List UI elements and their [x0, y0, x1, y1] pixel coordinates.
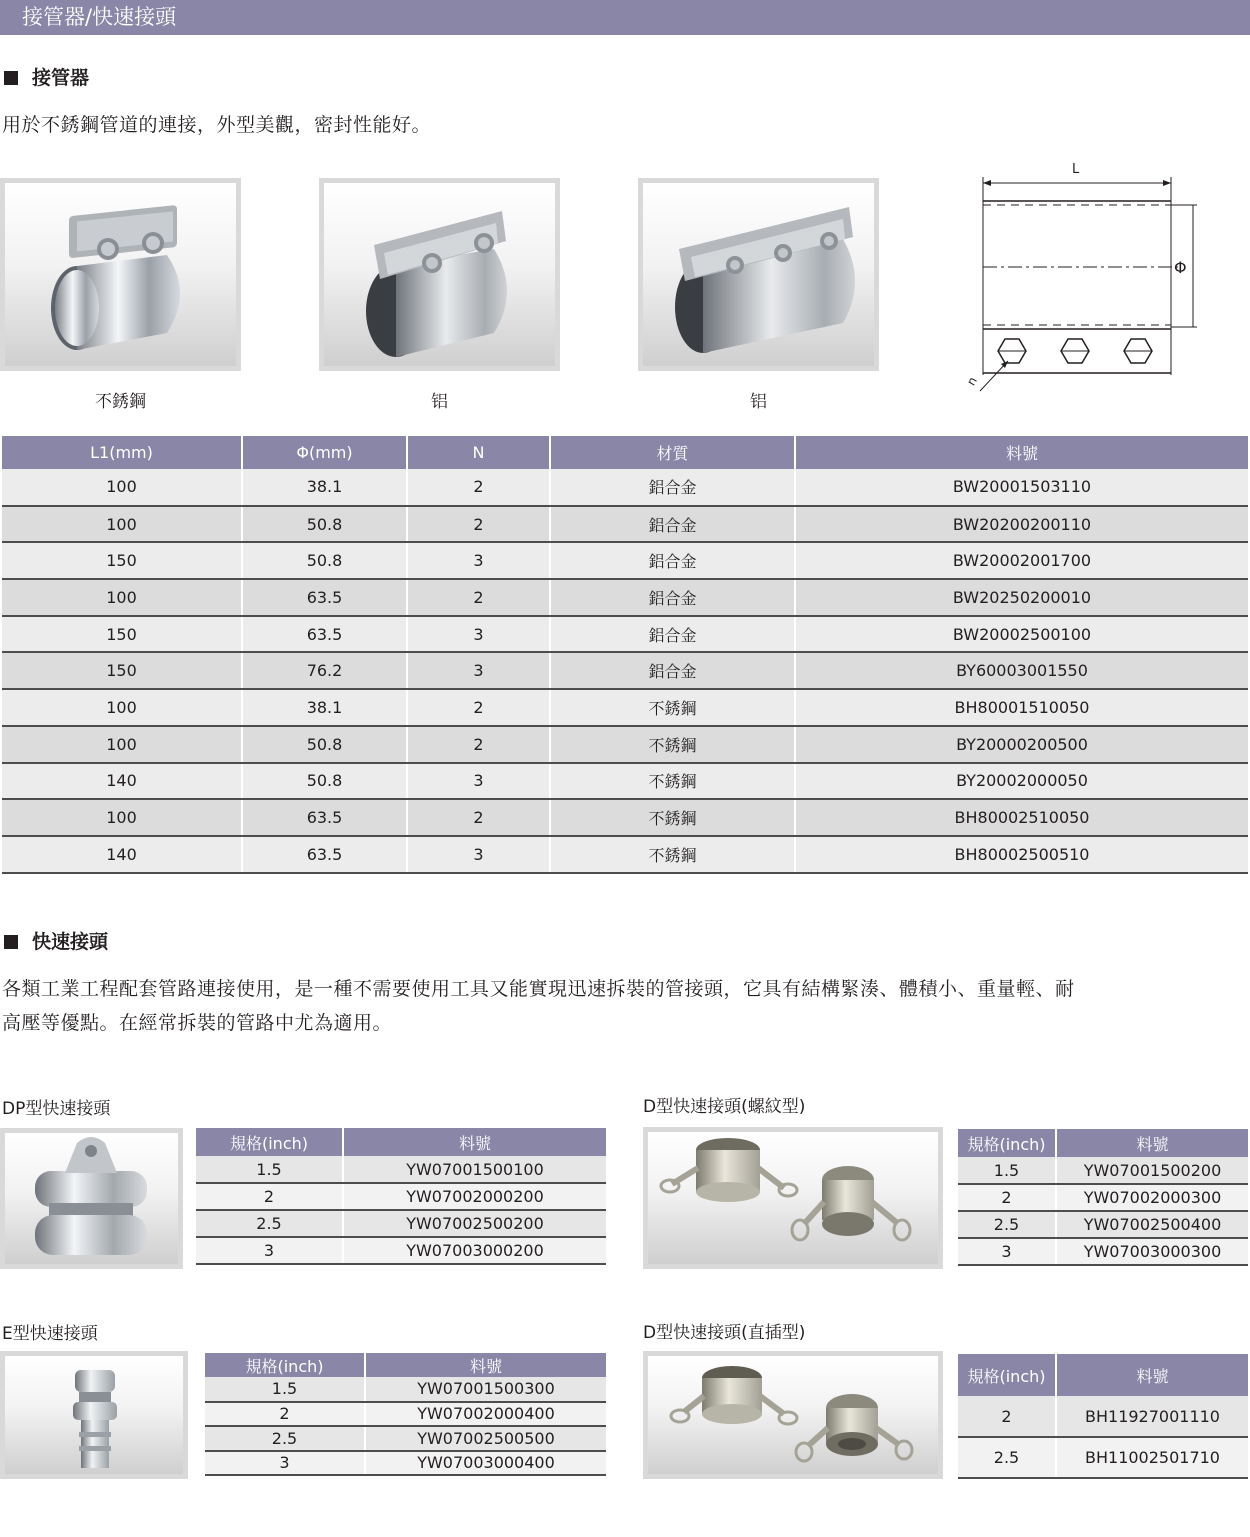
table-cell: 2 — [196, 1183, 343, 1210]
table-cell: 2 — [407, 726, 550, 763]
d-thread-title: D型快速接頭(螺紋型) — [643, 1097, 806, 1117]
quick-section-title — [4, 930, 108, 954]
table-cell: 2.5 — [958, 1437, 1056, 1478]
d-thread-coupling-photo — [643, 1127, 943, 1269]
table-cell: 2 — [958, 1184, 1056, 1211]
table-row — [2, 616, 1248, 653]
table-row — [958, 1184, 1248, 1211]
table-row — [958, 1238, 1248, 1265]
table-row — [2, 763, 1248, 800]
dp-coupling-illustration — [5, 1133, 178, 1264]
table-cell: 鋁合金 — [550, 506, 795, 543]
coupler-dimension-diagram — [960, 155, 1200, 395]
table-cell: BH80001510050 — [795, 689, 1248, 726]
table-cell: 鋁合金 — [550, 469, 795, 506]
header-diameter: Φ(mm) — [242, 436, 407, 469]
dp-spec-table — [196, 1128, 606, 1265]
table-cell: YW07003000400 — [365, 1451, 606, 1476]
table-cell: 不銹鋼 — [550, 763, 795, 800]
table-cell: BW20250200010 — [795, 579, 1248, 616]
table-cell: YW07002000300 — [1056, 1184, 1248, 1211]
dp-coupling-photo — [0, 1128, 183, 1269]
table-cell: 3 — [407, 763, 550, 800]
page-banner: 接管器/快速接頭 — [0, 0, 1250, 35]
n-label: n — [963, 374, 980, 388]
table-row — [196, 1183, 606, 1210]
table-cell: 100 — [2, 469, 242, 506]
table-cell: BW20200200110 — [795, 506, 1248, 543]
table-cell: YW07002500500 — [365, 1426, 606, 1451]
coupler-description: 用於不銹鋼管道的連接，外型美觀，密封性能好。 — [2, 114, 432, 136]
dp-header-part-number: 料號 — [343, 1128, 606, 1156]
d-plug-header-part-number: 料號 — [1056, 1354, 1248, 1396]
table-cell: 1.5 — [205, 1377, 365, 1402]
table-cell: 100 — [2, 726, 242, 763]
quick-description-line-2: 高壓等優點。在經常拆裝的管路中尤為適用。 — [2, 1012, 393, 1034]
table-cell: 不銹鋼 — [550, 689, 795, 726]
table-cell: YW07001500100 — [343, 1156, 606, 1183]
table-cell: 2.5 — [958, 1211, 1056, 1238]
table-cell: 3 — [407, 616, 550, 653]
table-cell: 2 — [407, 689, 550, 726]
table-cell: 3 — [205, 1451, 365, 1476]
table-row — [2, 542, 1248, 579]
header-part-number: 料號 — [795, 436, 1248, 469]
table-cell: 2 — [407, 469, 550, 506]
stainless-coupler-illustration — [5, 183, 236, 366]
d-thread-coupling-illustration — [648, 1132, 938, 1264]
table-cell: 不銹鋼 — [550, 836, 795, 873]
photo-caption-stainless: 不銹鋼 — [95, 392, 146, 412]
table-cell: YW07002500200 — [343, 1210, 606, 1237]
quick-description — [2, 972, 1248, 1040]
table-row — [205, 1451, 606, 1476]
table-cell: BY60003001550 — [795, 652, 1248, 689]
coupler-drawing — [960, 155, 1200, 395]
table-cell: YW07001500200 — [1056, 1157, 1248, 1184]
table-cell: 2.5 — [196, 1210, 343, 1237]
table-row — [196, 1210, 606, 1237]
table-cell: 3 — [407, 542, 550, 579]
e-title: E型快速接頭 — [2, 1324, 98, 1344]
d-plug-header-size: 規格(inch) — [958, 1354, 1056, 1396]
table-cell: 50.8 — [242, 542, 407, 579]
table-row — [196, 1156, 606, 1183]
e-header-part-number: 料號 — [365, 1353, 606, 1377]
table-cell: 1.5 — [958, 1157, 1056, 1184]
table-header-row — [2, 436, 1248, 469]
table-cell: 2 — [407, 799, 550, 836]
table-row — [2, 836, 1248, 873]
header-l1: L1(mm) — [2, 436, 242, 469]
table-cell: 63.5 — [242, 616, 407, 653]
table-row — [958, 1157, 1248, 1184]
table-row — [958, 1396, 1248, 1437]
table-cell: BH11002501710 — [1056, 1437, 1248, 1478]
table-cell: 140 — [2, 763, 242, 800]
table-row — [2, 469, 1248, 506]
d-thread-spec-table — [958, 1129, 1248, 1266]
table-cell: 150 — [2, 542, 242, 579]
table-row — [205, 1377, 606, 1402]
photo-caption-aluminum-2: 铝 — [431, 392, 448, 412]
e-coupling-illustration — [5, 1356, 183, 1474]
diameter-label: Φ — [1174, 258, 1187, 277]
table-cell: BW20001503110 — [795, 469, 1248, 506]
d-plug-spec-table — [958, 1354, 1248, 1479]
table-row — [196, 1237, 606, 1264]
d-thread-header-part-number: 料號 — [1056, 1129, 1248, 1157]
table-cell: 2 — [407, 506, 550, 543]
table-cell: 50.8 — [242, 506, 407, 543]
aluminum-coupler-2-illustration — [324, 183, 555, 366]
table-row — [2, 799, 1248, 836]
table-cell: 50.8 — [242, 726, 407, 763]
table-cell: 鋁合金 — [550, 652, 795, 689]
table-cell: BY20000200500 — [795, 726, 1248, 763]
table-row — [2, 652, 1248, 689]
table-cell: 63.5 — [242, 579, 407, 616]
table-cell: BH80002510050 — [795, 799, 1248, 836]
table-cell: 100 — [2, 799, 242, 836]
table-row — [2, 726, 1248, 763]
table-cell: YW07002500400 — [1056, 1211, 1248, 1238]
table-cell: BY20002000050 — [795, 763, 1248, 800]
table-cell: 鋁合金 — [550, 579, 795, 616]
coupler-spec-table — [2, 436, 1248, 874]
table-cell: 150 — [2, 652, 242, 689]
table-cell: 2 — [205, 1402, 365, 1427]
table-cell: YW07002000400 — [365, 1402, 606, 1427]
e-header-size: 規格(inch) — [205, 1353, 365, 1377]
dp-header-size: 規格(inch) — [196, 1128, 343, 1156]
stainless-coupler-photo — [0, 178, 241, 371]
e-coupling-photo — [0, 1351, 188, 1479]
d-thread-header-size: 規格(inch) — [958, 1129, 1056, 1157]
length-label: L — [1072, 162, 1080, 177]
table-cell: 3 — [958, 1238, 1056, 1265]
table-cell: BH80002500510 — [795, 836, 1248, 873]
table-cell: 38.1 — [242, 469, 407, 506]
coupler-title-text: 接管器 — [32, 67, 90, 89]
table-cell: YW07002000200 — [343, 1183, 606, 1210]
d-plug-coupling-photo — [643, 1351, 943, 1479]
square-bullet-icon — [4, 71, 18, 85]
table-cell: 1.5 — [196, 1156, 343, 1183]
table-cell: 鋁合金 — [550, 542, 795, 579]
header-n: N — [407, 436, 550, 469]
table-cell: 38.1 — [242, 689, 407, 726]
table-cell: 3 — [407, 652, 550, 689]
table-row — [205, 1426, 606, 1451]
coupler-section-title — [4, 66, 89, 90]
table-cell: 鋁合金 — [550, 616, 795, 653]
table-cell: 150 — [2, 616, 242, 653]
table-cell: 100 — [2, 579, 242, 616]
table-cell: 2 — [407, 579, 550, 616]
table-cell: YW07001500300 — [365, 1377, 606, 1402]
table-cell: 140 — [2, 836, 242, 873]
table-cell: BW20002001700 — [795, 542, 1248, 579]
aluminum-coupler-3-photo — [638, 178, 879, 371]
table-cell: 50.8 — [242, 763, 407, 800]
e-spec-table — [205, 1353, 606, 1476]
table-cell: 63.5 — [242, 836, 407, 873]
dp-title: DP型快速接頭 — [2, 1099, 111, 1119]
table-row — [2, 579, 1248, 616]
square-bullet-icon — [4, 935, 18, 949]
table-cell: YW07003000200 — [343, 1237, 606, 1264]
d-plug-coupling-illustration — [648, 1356, 938, 1474]
table-cell: 100 — [2, 689, 242, 726]
photo-caption-aluminum-3: 铝 — [750, 392, 767, 412]
quick-title-text: 快速接頭 — [32, 931, 109, 953]
table-cell: 63.5 — [242, 799, 407, 836]
header-material: 材質 — [550, 436, 795, 469]
table-row — [2, 689, 1248, 726]
quick-description-line-1: 各類工業工程配套管路連接使用，是一種不需要使用工具又能實現迅速拆裝的管接頭，它具有結構緊湊、體積小、重量輕、耐 — [2, 978, 1075, 1000]
table-cell: 3 — [196, 1237, 343, 1264]
aluminum-coupler-3-illustration — [643, 183, 874, 366]
table-cell: 100 — [2, 506, 242, 543]
table-row — [958, 1211, 1248, 1238]
table-row — [205, 1402, 606, 1427]
table-cell: 不銹鋼 — [550, 726, 795, 763]
table-row — [2, 506, 1248, 543]
table-cell: BW20002500100 — [795, 616, 1248, 653]
table-cell: 3 — [407, 836, 550, 873]
aluminum-coupler-2-photo — [319, 178, 560, 371]
table-cell: 2.5 — [205, 1426, 365, 1451]
table-cell: YW07003000300 — [1056, 1238, 1248, 1265]
table-cell: 不銹鋼 — [550, 799, 795, 836]
d-plug-title: D型快速接頭(直插型) — [643, 1323, 806, 1343]
table-cell: 76.2 — [242, 652, 407, 689]
table-cell: 2 — [958, 1396, 1056, 1437]
table-cell: BH11927001110 — [1056, 1396, 1248, 1437]
table-row — [958, 1437, 1248, 1478]
